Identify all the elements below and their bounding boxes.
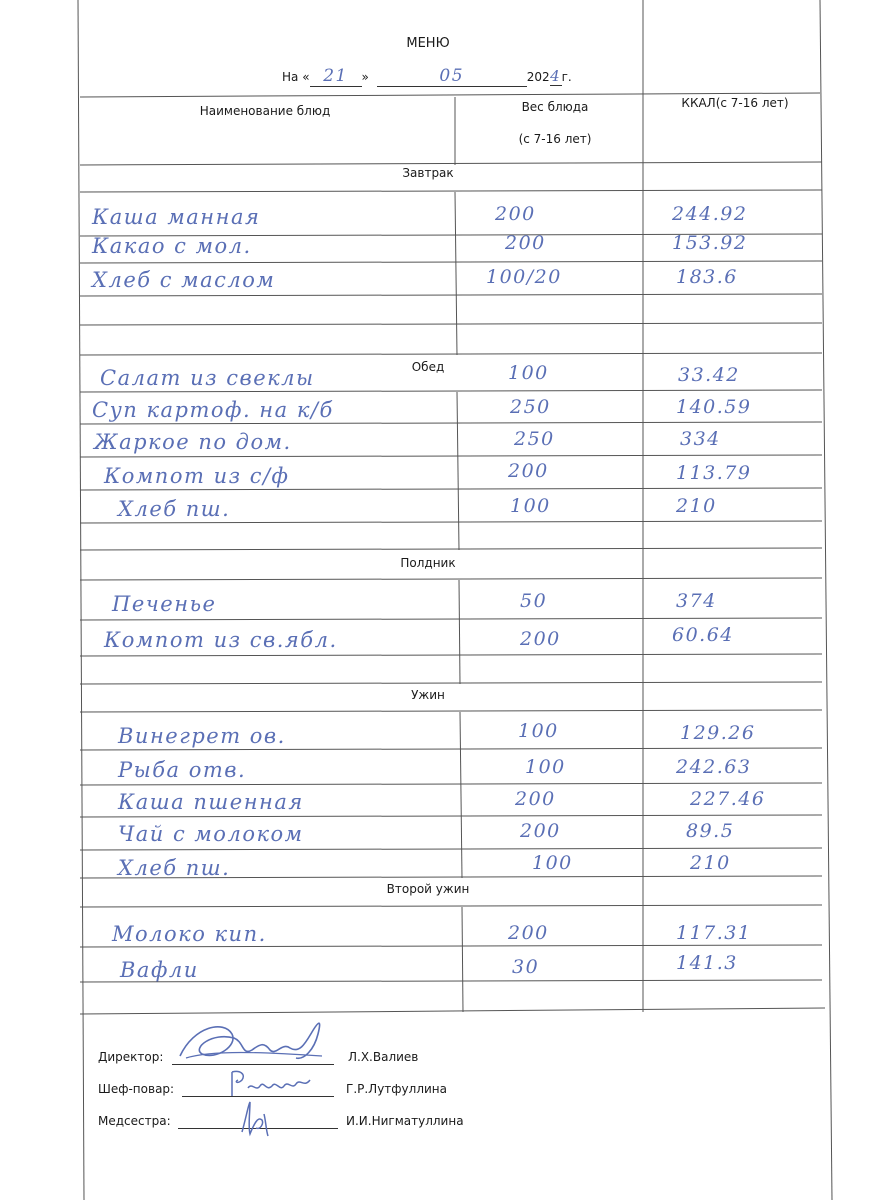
dish-kcal: 374	[676, 590, 717, 612]
column-header-weight: Вес блюда	[521, 100, 589, 114]
date-mid: »	[361, 70, 369, 84]
dish-weight: 100	[518, 720, 559, 742]
dish-name: Жаркое по дом.	[94, 430, 292, 454]
dish-weight: 200	[520, 820, 561, 842]
date-month: 05	[377, 66, 527, 87]
dish-name: Компот из св.ябл.	[104, 628, 338, 652]
section-title-breakfast: Завтрак	[402, 166, 454, 180]
signature-name-nurse: И.И.Нигматуллина	[346, 1114, 464, 1128]
dish-name: Каша манная	[92, 205, 261, 229]
dish-name: Рыба отв.	[118, 758, 247, 782]
dish-name: Салат из свеклы	[100, 366, 315, 390]
dish-weight: 200	[508, 922, 549, 944]
dish-name: Какао с мол.	[92, 234, 252, 258]
dish-kcal: 210	[690, 852, 731, 874]
signature-role-director: Директор:	[98, 1050, 164, 1064]
dish-weight: 200	[505, 232, 546, 254]
dish-kcal: 153.92	[672, 232, 748, 254]
signature-name-director: Л.Х.Валиев	[348, 1050, 419, 1064]
section-title-snack: Полдник	[400, 556, 456, 570]
director-signature-icon	[172, 1012, 332, 1070]
column-header-dish: Наименование блюд	[199, 104, 331, 118]
section-title-lunch: Обед	[411, 360, 445, 374]
dish-name: Хлеб с маслом	[92, 268, 276, 292]
dish-kcal: 244.92	[672, 203, 748, 225]
dish-kcal: 141.3	[676, 952, 738, 974]
dish-weight: 100	[532, 852, 573, 874]
section-title-second-supper: Второй ужин	[386, 882, 470, 896]
dish-weight: 30	[512, 956, 540, 978]
dish-kcal: 129.26	[680, 722, 756, 744]
page-title: МЕНЮ	[406, 36, 450, 51]
dish-name: Компот из с/ф	[104, 464, 290, 488]
dish-weight: 100	[508, 362, 549, 384]
dish-name: Вафли	[120, 958, 199, 982]
dish-kcal: 140.59	[676, 396, 752, 418]
date-year-prefix: 202	[526, 70, 550, 84]
dish-name: Молоко кип.	[112, 922, 267, 946]
column-header-weight-sub: (с 7-16 лет)	[518, 132, 592, 146]
dish-kcal: 33.42	[678, 364, 740, 386]
date-suffix: г.	[561, 70, 572, 84]
dish-name: Чай с молоком	[118, 822, 304, 846]
dish-kcal: 242.63	[676, 756, 752, 778]
dish-weight: 250	[510, 396, 551, 418]
dish-kcal: 334	[680, 428, 721, 450]
date-prefix: На «	[282, 70, 310, 84]
dish-kcal: 183.6	[676, 266, 738, 288]
dish-kcal: 89.5	[686, 820, 735, 842]
dish-name: Печенье	[112, 592, 217, 616]
dish-weight: 200	[508, 460, 549, 482]
dish-kcal: 113.79	[676, 462, 752, 484]
signature-role-chef: Шеф-повар:	[98, 1082, 175, 1096]
signature-role-nurse: Медсестра:	[98, 1114, 171, 1128]
dish-weight: 200	[515, 788, 556, 810]
dish-kcal: 60.64	[672, 624, 734, 646]
dish-weight: 100	[525, 756, 566, 778]
dish-kcal: 117.31	[676, 922, 752, 944]
dish-weight: 200	[495, 203, 536, 225]
date-line	[282, 66, 572, 87]
signature-name-chef: Г.Р.Лутфуллина	[346, 1082, 447, 1096]
dish-weight: 200	[520, 628, 561, 650]
nurse-signature-icon	[236, 1098, 276, 1140]
date-year-digit: 4	[550, 67, 562, 85]
chef-signature-icon	[226, 1066, 316, 1102]
dish-name: Хлеб пш.	[118, 497, 231, 521]
dish-weight: 100	[510, 495, 551, 517]
dish-kcal: 227.46	[690, 788, 766, 810]
dish-name: Каша пшенная	[118, 790, 304, 814]
section-title-dinner: Ужин	[411, 688, 445, 702]
dish-name: Винегрет ов.	[118, 724, 286, 748]
dish-kcal: 210	[676, 495, 717, 517]
dish-weight: 250	[514, 428, 555, 450]
dish-name: Хлеб пш.	[118, 856, 231, 880]
dish-weight: 50	[520, 590, 548, 612]
date-day: 21	[310, 66, 362, 87]
dish-weight: 100/20	[486, 266, 562, 288]
dish-name: Суп картоф. на к/б	[92, 398, 334, 422]
column-header-kcal: ККАЛ(с 7-16 лет)	[681, 96, 789, 110]
